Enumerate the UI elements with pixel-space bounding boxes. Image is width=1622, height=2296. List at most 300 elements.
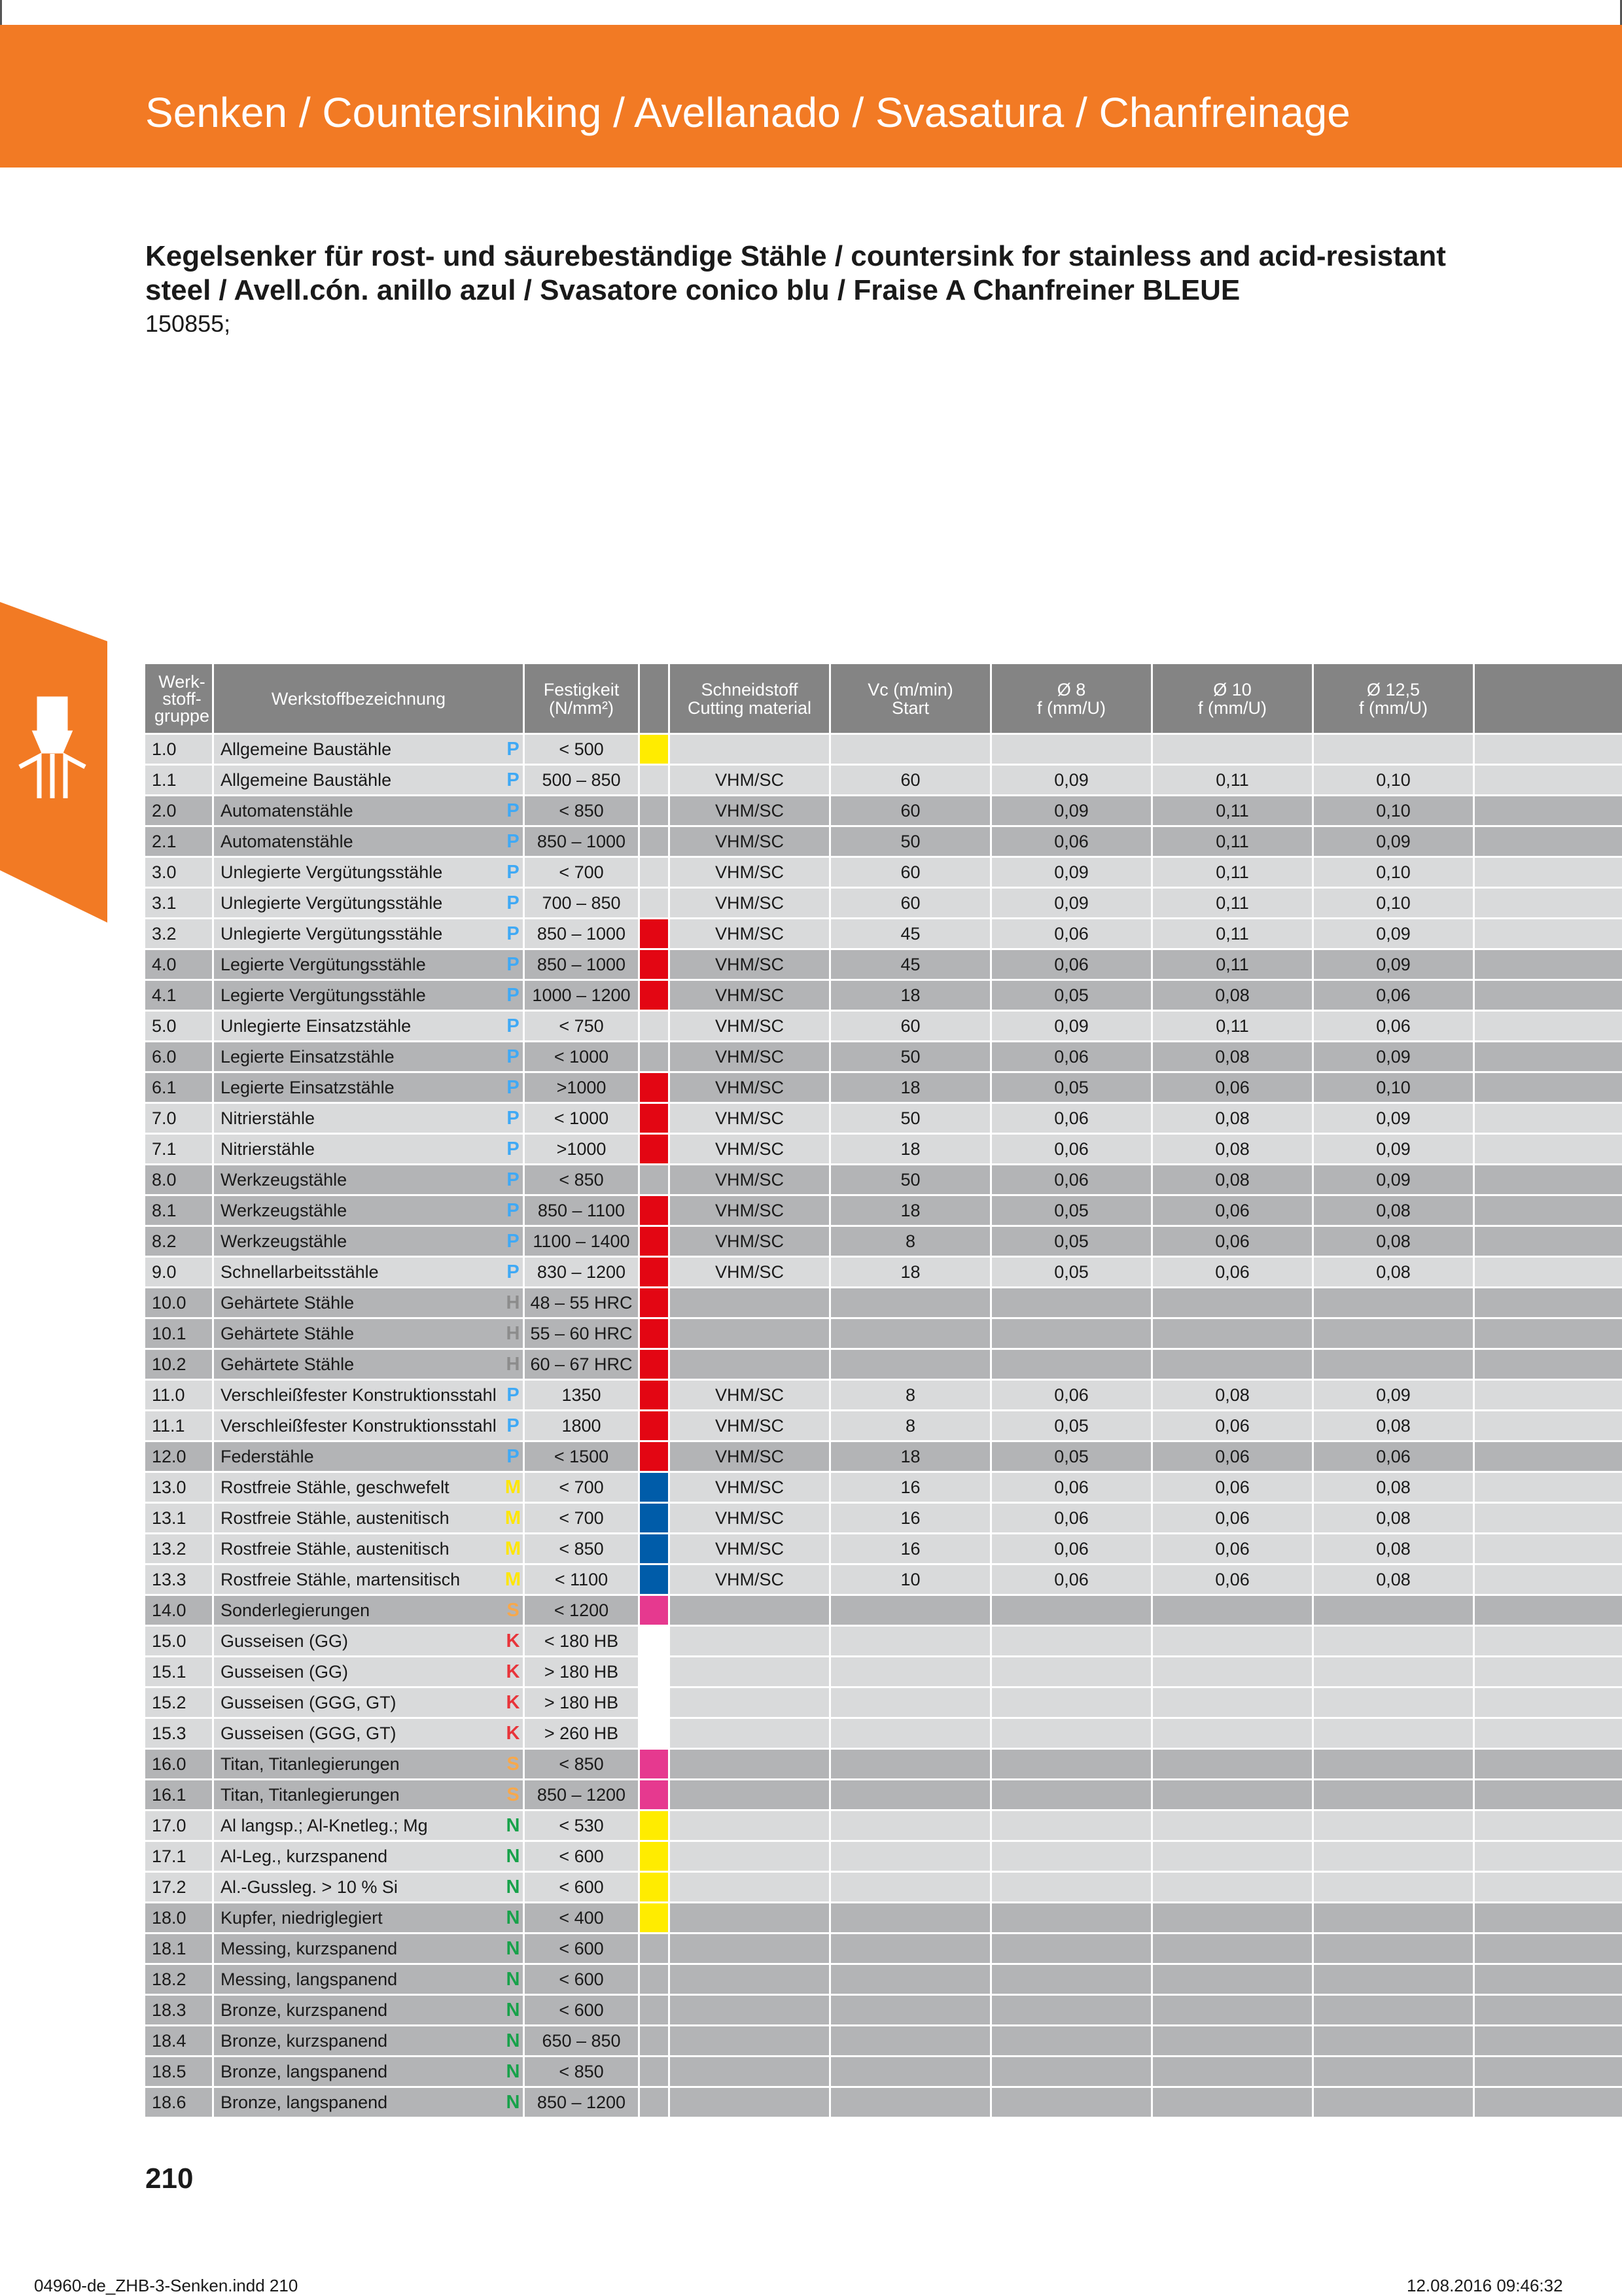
row-material: Sonderlegierungen	[214, 1596, 503, 1625]
row-feed-d8	[992, 1750, 1151, 1778]
row-vc	[831, 1903, 990, 1932]
row-feed-d8: 0,09	[992, 858, 1151, 887]
row-material: Legierte Vergütungsstähle	[214, 981, 503, 1010]
header-diameter-10: Ø 10 f (mm/U)	[1153, 664, 1312, 733]
row-group-letter: S	[503, 1750, 523, 1778]
row-feed-d12-5	[1314, 1596, 1473, 1625]
table-row	[145, 1596, 1622, 1627]
row-feed-d8	[992, 2088, 1151, 2117]
row-group-letter: N	[503, 1903, 523, 1932]
row-cutting-material	[670, 1934, 829, 1963]
row-strength: < 850	[525, 2057, 638, 2086]
row-id: 14.0	[145, 1596, 212, 1625]
row-cutting-material	[670, 1627, 829, 1655]
row-vc	[831, 1842, 990, 1871]
row-feed-d8	[992, 1903, 1151, 1932]
row-material: Titan, Titanlegierungen	[214, 1750, 503, 1778]
row-group-letter: P	[503, 981, 523, 1010]
row-feed-d12-5: 0,10	[1314, 796, 1473, 825]
row-color-swatch	[640, 1135, 668, 1163]
row-feed-d10	[1153, 1719, 1312, 1748]
row-feed-d12-5: 0,06	[1314, 1012, 1473, 1040]
row-strength: < 1000	[525, 1042, 638, 1071]
row-feed-d8: 0,06	[992, 1565, 1151, 1594]
row-feed-d12-5: 0,08	[1314, 1504, 1473, 1532]
row-strength: > 180 HB	[525, 1657, 638, 1686]
row-strength: < 600	[525, 1842, 638, 1871]
row-extra	[1475, 1596, 1622, 1625]
row-feed-d10: 0,06	[1153, 1442, 1312, 1471]
row-feed-d10	[1153, 1934, 1312, 1963]
row-feed-d10: 0,06	[1153, 1258, 1312, 1286]
row-material: Werkzeugstähle	[214, 1165, 503, 1194]
row-group-letter: P	[503, 1227, 523, 1256]
row-feed-d8	[992, 1688, 1151, 1717]
row-material: Bronze, langspanend	[214, 2057, 503, 2086]
row-extra	[1475, 796, 1622, 825]
row-extra	[1475, 1258, 1622, 1286]
row-material: Federstähle	[214, 1442, 503, 1471]
row-cutting-material: VHM/SC	[670, 889, 829, 917]
row-id: 13.0	[145, 1473, 212, 1502]
row-feed-d12-5	[1314, 1719, 1473, 1748]
row-feed-d8: 0,06	[992, 1104, 1151, 1133]
row-color-swatch	[640, 1350, 668, 1379]
row-vc: 8	[831, 1381, 990, 1409]
row-vc	[831, 735, 990, 764]
row-material: Automatenstähle	[214, 796, 503, 825]
row-feed-d12-5	[1314, 1657, 1473, 1686]
row-vc	[831, 2088, 990, 2117]
row-feed-d10: 0,06	[1153, 1196, 1312, 1225]
row-strength: 850 – 1000	[525, 827, 638, 856]
table-row	[145, 1842, 1622, 1873]
row-material: Bronze, kurzspanend	[214, 1996, 503, 2024]
row-feed-d10	[1153, 1319, 1312, 1348]
row-extra	[1475, 1965, 1622, 1994]
row-cutting-material	[670, 1288, 829, 1317]
row-extra	[1475, 1288, 1622, 1317]
row-vc: 45	[831, 950, 990, 979]
row-id: 17.2	[145, 1873, 212, 1901]
row-feed-d12-5	[1314, 1350, 1473, 1379]
row-cutting-material: VHM/SC	[670, 1196, 829, 1225]
row-vc	[831, 1688, 990, 1717]
row-color-swatch	[640, 1811, 668, 1840]
row-color-swatch	[640, 2088, 668, 2117]
row-feed-d10	[1153, 1996, 1312, 2024]
row-material: Unlegierte Vergütungsstähle	[214, 858, 503, 887]
row-vc: 10	[831, 1565, 990, 1594]
row-strength: < 1000	[525, 1104, 638, 1133]
header-diameter-12-5: Ø 12,5 f (mm/U)	[1314, 664, 1473, 733]
row-material: Legierte Einsatzstähle	[214, 1042, 503, 1071]
row-group-letter: N	[503, 1996, 523, 2024]
row-feed-d12-5: 0,08	[1314, 1565, 1473, 1594]
row-id: 18.6	[145, 2088, 212, 2117]
row-color-swatch	[640, 1596, 668, 1625]
header-diameter-8: Ø 8 f (mm/U)	[992, 664, 1151, 733]
row-feed-d8: 0,06	[992, 1534, 1151, 1563]
row-feed-d12-5	[1314, 1873, 1473, 1901]
row-vc: 50	[831, 827, 990, 856]
row-strength: 850 – 1100	[525, 1196, 638, 1225]
row-feed-d10	[1153, 1657, 1312, 1686]
row-strength: < 500	[525, 735, 638, 764]
row-id: 1.0	[145, 735, 212, 764]
row-vc: 50	[831, 1165, 990, 1194]
header-extra	[1475, 664, 1622, 733]
row-feed-d12-5: 0,10	[1314, 766, 1473, 794]
row-feed-d10	[1153, 1780, 1312, 1809]
row-material: Kupfer, niedriglegiert	[214, 1903, 503, 1932]
row-color-swatch	[640, 1534, 668, 1563]
row-color-swatch	[640, 2057, 668, 2086]
row-material: Rostfreie Stähle, geschwefelt	[214, 1473, 503, 1502]
row-color-swatch	[640, 1442, 668, 1471]
table-row	[145, 1811, 1622, 1842]
table-row	[145, 1996, 1622, 2026]
row-vc	[831, 1288, 990, 1317]
row-cutting-material: VHM/SC	[670, 1012, 829, 1040]
row-feed-d10	[1153, 2088, 1312, 2117]
row-vc: 60	[831, 1012, 990, 1040]
row-id: 3.1	[145, 889, 212, 917]
row-strength: 500 – 850	[525, 766, 638, 794]
row-feed-d10	[1153, 1750, 1312, 1778]
row-material: Rostfreie Stähle, martensitisch	[214, 1565, 503, 1594]
row-id: 8.1	[145, 1196, 212, 1225]
row-feed-d8: 0,09	[992, 889, 1151, 917]
row-feed-d12-5	[1314, 1627, 1473, 1655]
row-cutting-material: VHM/SC	[670, 1104, 829, 1133]
table-row	[145, 796, 1622, 827]
row-id: 7.1	[145, 1135, 212, 1163]
table-row	[145, 1873, 1622, 1903]
row-color-swatch	[640, 1780, 668, 1809]
row-group-letter: P	[503, 919, 523, 948]
row-vc: 16	[831, 1504, 990, 1532]
table-row	[145, 2057, 1622, 2088]
row-extra	[1475, 1042, 1622, 1071]
row-extra	[1475, 919, 1622, 948]
row-vc: 50	[831, 1042, 990, 1071]
header-material: Werkstoffbezeichnung	[214, 664, 503, 733]
table-row	[145, 1104, 1622, 1135]
row-feed-d8: 0,06	[992, 1381, 1151, 1409]
row-feed-d10	[1153, 735, 1312, 764]
row-extra	[1475, 1012, 1622, 1040]
row-feed-d8: 0,09	[992, 796, 1151, 825]
row-group-letter: P	[503, 1042, 523, 1071]
row-color-swatch	[640, 1996, 668, 2024]
row-vc	[831, 1596, 990, 1625]
row-color-swatch	[640, 1504, 668, 1532]
row-group-letter: P	[503, 766, 523, 794]
row-vc	[831, 1965, 990, 1994]
row-color-swatch	[640, 1012, 668, 1040]
row-vc	[831, 1350, 990, 1379]
row-extra	[1475, 735, 1622, 764]
row-group-letter: N	[503, 1873, 523, 1901]
row-vc: 60	[831, 889, 990, 917]
row-extra	[1475, 1196, 1622, 1225]
row-material: Gehärtete Stähle	[214, 1288, 503, 1317]
row-material: Werkzeugstähle	[214, 1196, 503, 1225]
row-feed-d10: 0,06	[1153, 1504, 1312, 1532]
row-id: 16.1	[145, 1780, 212, 1809]
row-strength: 700 – 850	[525, 889, 638, 917]
row-extra	[1475, 1411, 1622, 1440]
row-extra	[1475, 1350, 1622, 1379]
row-feed-d12-5	[1314, 1750, 1473, 1778]
row-extra	[1475, 1750, 1622, 1778]
row-id: 1.1	[145, 766, 212, 794]
row-feed-d10	[1153, 1811, 1312, 1840]
table-row	[145, 1534, 1622, 1565]
row-feed-d10: 0,11	[1153, 796, 1312, 825]
row-color-swatch	[640, 950, 668, 979]
row-id: 7.0	[145, 1104, 212, 1133]
row-group-letter: P	[503, 1381, 523, 1409]
row-feed-d10	[1153, 1688, 1312, 1717]
row-id: 11.1	[145, 1411, 212, 1440]
row-id: 8.0	[145, 1165, 212, 1194]
row-feed-d10	[1153, 1350, 1312, 1379]
row-feed-d12-5	[1314, 1996, 1473, 2024]
row-color-swatch	[640, 1934, 668, 1963]
row-feed-d8	[992, 735, 1151, 764]
table-row	[145, 889, 1622, 919]
row-extra	[1475, 2088, 1622, 2117]
print-slug-date: 12.08.2016 09:46:32	[1407, 2276, 1563, 2295]
row-strength: 650 – 850	[525, 2026, 638, 2055]
row-color-swatch	[640, 1165, 668, 1194]
row-extra	[1475, 1227, 1622, 1256]
row-extra	[1475, 2057, 1622, 2086]
row-feed-d8	[992, 2057, 1151, 2086]
row-cutting-material: VHM/SC	[670, 1042, 829, 1071]
header-strength: Festigkeit (N/mm²)	[525, 664, 638, 733]
row-material: Gehärtete Stähle	[214, 1319, 503, 1348]
row-strength: < 700	[525, 858, 638, 887]
row-feed-d12-5	[1314, 1903, 1473, 1932]
row-feed-d10: 0,11	[1153, 919, 1312, 948]
table-row	[145, 1073, 1622, 1104]
row-vc: 60	[831, 766, 990, 794]
row-id: 17.1	[145, 1842, 212, 1871]
row-feed-d8	[992, 1657, 1151, 1686]
row-id: 12.0	[145, 1442, 212, 1471]
row-group-letter: P	[503, 1411, 523, 1440]
table-row	[145, 827, 1622, 858]
row-material: Allgemeine Baustähle	[214, 766, 503, 794]
row-material: Nitrierstähle	[214, 1135, 503, 1163]
header-group: Werk- stoff- gruppe	[145, 664, 212, 733]
row-feed-d12-5: 0,06	[1314, 1442, 1473, 1471]
row-group-letter: N	[503, 2088, 523, 2117]
row-material: Nitrierstähle	[214, 1104, 503, 1133]
table-row	[145, 1319, 1622, 1350]
row-cutting-material: VHM/SC	[670, 1227, 829, 1256]
row-group-letter: K	[503, 1719, 523, 1748]
row-feed-d8	[992, 1873, 1151, 1901]
row-material: Gusseisen (GG)	[214, 1657, 503, 1686]
row-strength: < 850	[525, 1534, 638, 1563]
row-vc: 60	[831, 796, 990, 825]
row-feed-d8	[992, 1319, 1151, 1348]
section-title: Senken / Countersinking / Avellanado / Svasatura / Chanfreinage	[145, 89, 1350, 136]
row-group-letter: H	[503, 1350, 523, 1379]
row-material: Al langsp.; Al-Knetleg.; Mg	[214, 1811, 503, 1840]
table-row	[145, 766, 1622, 796]
row-material: Gehärtete Stähle	[214, 1350, 503, 1379]
row-id: 3.2	[145, 919, 212, 948]
table-row	[145, 1411, 1622, 1442]
row-extra	[1475, 1565, 1622, 1594]
row-feed-d12-5: 0,08	[1314, 1227, 1473, 1256]
row-material: Schnellarbeitsstähle	[214, 1258, 503, 1286]
row-group-letter: K	[503, 1627, 523, 1655]
row-feed-d10: 0,08	[1153, 981, 1312, 1010]
row-feed-d10	[1153, 1965, 1312, 1994]
row-strength: >1000	[525, 1073, 638, 1102]
table-row	[145, 1258, 1622, 1288]
row-cutting-material: VHM/SC	[670, 858, 829, 887]
row-id: 16.0	[145, 1750, 212, 1778]
row-group-letter: S	[503, 1596, 523, 1625]
row-feed-d8	[992, 1780, 1151, 1809]
row-group-letter: N	[503, 2057, 523, 2086]
row-material: Bronze, langspanend	[214, 2088, 503, 2117]
row-strength: < 1500	[525, 1442, 638, 1471]
row-cutting-material	[670, 2088, 829, 2117]
row-strength: 830 – 1200	[525, 1258, 638, 1286]
row-feed-d12-5	[1314, 2026, 1473, 2055]
row-feed-d10	[1153, 1627, 1312, 1655]
row-vc	[831, 2057, 990, 2086]
row-feed-d8: 0,05	[992, 1073, 1151, 1102]
row-strength: 850 – 1200	[525, 2088, 638, 2117]
row-strength: 1100 – 1400	[525, 1227, 638, 1256]
row-vc: 8	[831, 1411, 990, 1440]
row-feed-d10: 0,08	[1153, 1042, 1312, 1071]
table-row	[145, 1688, 1622, 1719]
row-vc: 8	[831, 1227, 990, 1256]
row-group-letter: M	[503, 1534, 523, 1563]
row-extra	[1475, 1534, 1622, 1563]
row-cutting-material: VHM/SC	[670, 1258, 829, 1286]
row-feed-d12-5	[1314, 1842, 1473, 1871]
row-id: 10.2	[145, 1350, 212, 1379]
row-group-letter: N	[503, 2026, 523, 2055]
row-strength: > 180 HB	[525, 1688, 638, 1717]
row-cutting-material: VHM/SC	[670, 1442, 829, 1471]
crop-mark-left	[0, 0, 2, 25]
row-color-swatch	[640, 1473, 668, 1502]
row-material: Legierte Vergütungsstähle	[214, 950, 503, 979]
row-feed-d8: 0,06	[992, 919, 1151, 948]
row-cutting-material: VHM/SC	[670, 981, 829, 1010]
row-group-letter: P	[503, 950, 523, 979]
row-cutting-material	[670, 1657, 829, 1686]
row-cutting-material	[670, 1996, 829, 2024]
row-feed-d8: 0,06	[992, 1042, 1151, 1071]
row-strength: 1350	[525, 1381, 638, 1409]
row-vc: 18	[831, 1135, 990, 1163]
row-strength: < 600	[525, 1934, 638, 1963]
table-header-row	[145, 664, 1622, 735]
row-cutting-material	[670, 1903, 829, 1932]
row-feed-d12-5: 0,09	[1314, 950, 1473, 979]
table-row	[145, 1657, 1622, 1688]
row-feed-d8	[992, 1288, 1151, 1317]
print-slug-file: 04960-de_ZHB-3-Senken.indd 210	[34, 2276, 298, 2295]
row-id: 4.1	[145, 981, 212, 1010]
row-feed-d10: 0,11	[1153, 889, 1312, 917]
row-feed-d8: 0,06	[992, 1135, 1151, 1163]
row-feed-d12-5: 0,09	[1314, 1381, 1473, 1409]
row-group-letter: P	[503, 1442, 523, 1471]
row-vc: 18	[831, 1073, 990, 1102]
row-cutting-material	[670, 1842, 829, 1871]
row-feed-d10: 0,08	[1153, 1104, 1312, 1133]
row-feed-d8: 0,05	[992, 1196, 1151, 1225]
row-group-letter: P	[503, 1135, 523, 1163]
row-cutting-material: VHM/SC	[670, 1534, 829, 1563]
row-color-swatch	[640, 827, 668, 856]
table-row	[145, 1165, 1622, 1196]
row-extra	[1475, 1996, 1622, 2024]
row-cutting-material: VHM/SC	[670, 950, 829, 979]
row-color-swatch	[640, 1042, 668, 1071]
row-feed-d10	[1153, 1596, 1312, 1625]
row-material: Gusseisen (GG)	[214, 1627, 503, 1655]
row-cutting-material: VHM/SC	[670, 1165, 829, 1194]
table-row	[145, 1780, 1622, 1811]
row-feed-d8: 0,09	[992, 1012, 1151, 1040]
row-vc	[831, 1319, 990, 1348]
row-color-swatch	[640, 1688, 668, 1717]
row-color-swatch	[640, 1319, 668, 1348]
row-color-swatch	[640, 1965, 668, 1994]
row-cutting-material	[670, 1688, 829, 1717]
row-extra	[1475, 1873, 1622, 1901]
table-row	[145, 2026, 1622, 2057]
row-material: Rostfreie Stähle, austenitisch	[214, 1504, 503, 1532]
row-cutting-material	[670, 1780, 829, 1809]
row-extra	[1475, 1104, 1622, 1133]
row-cutting-material	[670, 1319, 829, 1348]
row-feed-d8: 0,06	[992, 950, 1151, 979]
row-color-swatch	[640, 1288, 668, 1317]
row-id: 15.0	[145, 1627, 212, 1655]
row-strength: < 1200	[525, 1596, 638, 1625]
row-feed-d8: 0,05	[992, 981, 1151, 1010]
row-strength: 850 – 1000	[525, 919, 638, 948]
table-row	[145, 1934, 1622, 1965]
page-number: 210	[145, 2163, 194, 2195]
row-feed-d10	[1153, 2026, 1312, 2055]
table-row	[145, 950, 1622, 981]
row-cutting-material	[670, 2057, 829, 2086]
row-material: Allgemeine Baustähle	[214, 735, 503, 764]
row-color-swatch	[640, 981, 668, 1010]
row-group-letter: S	[503, 1780, 523, 1809]
row-vc	[831, 1811, 990, 1840]
row-feed-d12-5	[1314, 2057, 1473, 2086]
row-vc	[831, 1657, 990, 1686]
